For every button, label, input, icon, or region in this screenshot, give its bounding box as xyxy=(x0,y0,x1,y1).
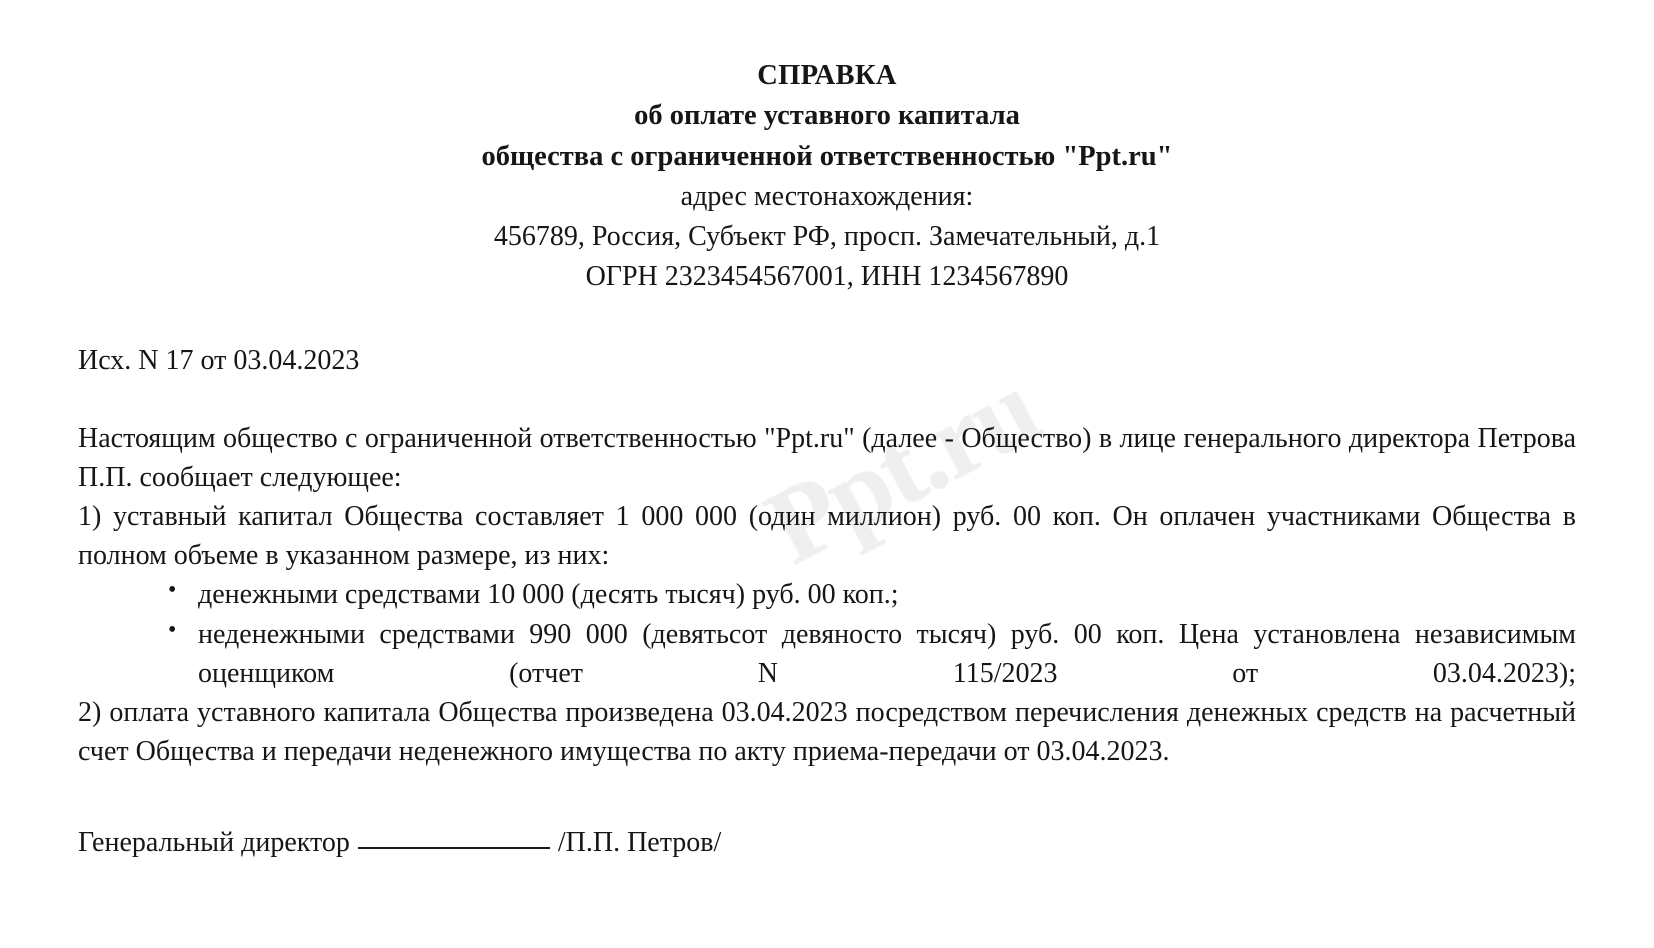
list-item xyxy=(168,615,1576,693)
list-item xyxy=(168,575,1576,614)
document-title: СПРАВКА xyxy=(757,60,897,91)
document-subtitle-line1: об оплате уставного капитала xyxy=(634,100,1020,132)
capital-breakdown-list xyxy=(78,575,1576,693)
signature-line xyxy=(358,827,550,849)
signature-role: Генеральный директор xyxy=(78,827,350,859)
signature-name: /П.П. Петров/ xyxy=(557,827,722,859)
list-item-text: денежными средствами 10 000 (десять тысяч) руб. 00 коп.; xyxy=(198,579,899,611)
address-label: адрес местонахождения: xyxy=(680,181,974,213)
watermark-text: Ppt.ru xyxy=(748,348,1057,588)
bullet-point-icon: • xyxy=(168,577,177,604)
body-item-2: 2) оплата уставного капитала Общества произведена 03.04.2023 посредством перечисления денежных средств на расчетный счет Общества и передачи неденежного имущества по акту приема-передачи от 03.04.2023. xyxy=(78,696,1576,768)
document-header xyxy=(0,0,1654,297)
list-item-text: неденежными средствами 990 000 (девятьсот девяносто тысяч) руб. 00 коп. Цена установлена независимым оценщиком (отчет N 115/2023 от 03.04.2023); xyxy=(198,618,1576,689)
document-body xyxy=(0,419,1654,772)
body-item-1: 1) уставный капитал Общества составляет 1 000 000 (один миллион) руб. 00 коп. Он оплачен участниками Общества в полном объеме в указанном размере, из них: xyxy=(78,501,1576,572)
bullet-point-icon: • xyxy=(168,616,177,643)
document-subtitle-line2: общества с ограниченной ответственностью "Ppt.ru" xyxy=(481,140,1173,172)
signature-block xyxy=(0,827,1654,859)
registration-ids: ОГРН 2323454567001, ИНН 1234567890 xyxy=(585,260,1069,292)
body-intro-paragraph: Настоящим общество с ограниченной ответственностью "Ppt.ru" (далее - Общество) в лице генерального директора Петрова П.П. сообщает следующее: xyxy=(78,422,1576,493)
address-value: 456789, Россия, Субъект РФ, просп. Замечательный, д.1 xyxy=(493,221,1161,253)
outgoing-reference: Исх. N 17 от 03.04.2023 xyxy=(78,344,360,376)
